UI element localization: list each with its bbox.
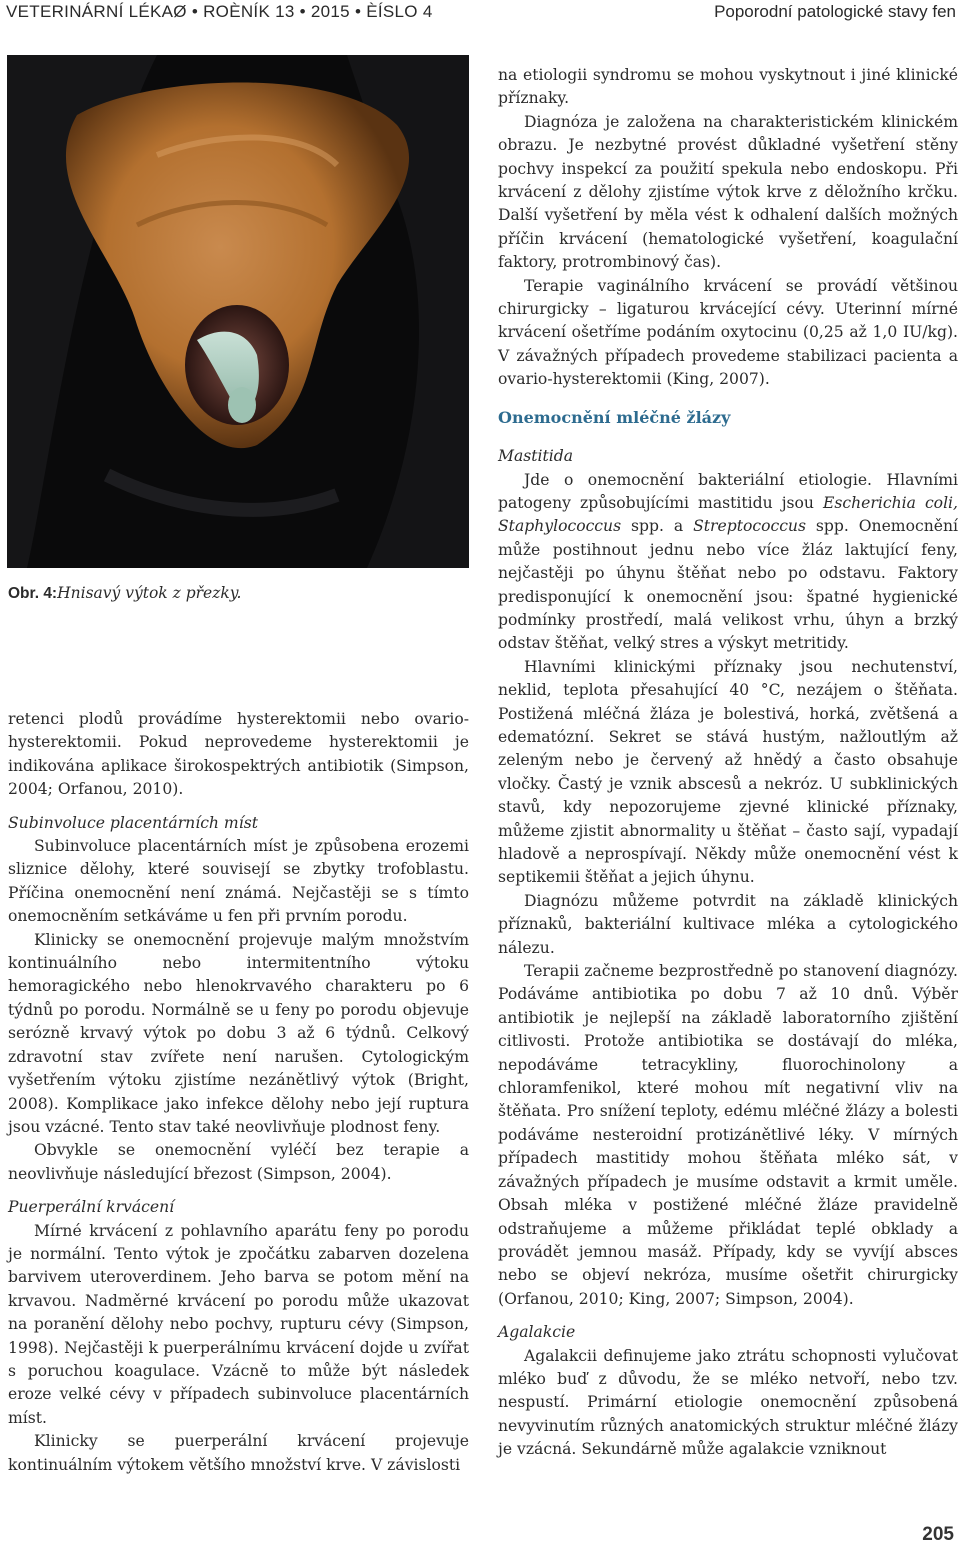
paragraph: Obvykle se onemocnění vyléčí bez terapie a neovlivňuje následující březost (Simpson, 2004).: [8, 1141, 469, 1183]
figure-caption: [8, 584, 241, 603]
paragraph: Diagnóza je založena na charakteristickém klinickém obrazu. Je nezbytné provést důkladné vyšetření stěny pochvy inspekcí za použití spekula nebo endoskopu. Při krvácení z dělohy zjistíme výtok krve z děložního krčku. Další vyšetření by měla vést k odhalení dalších možných příčin krvácení (hematologické vyšetření, koagulační faktory, protrombinový čas).: [498, 112, 958, 272]
subheading: Agalakcie: [498, 1323, 576, 1342]
text-run: spp. a: [621, 517, 694, 536]
paragraph: Subinvoluce placentárních míst je způsobena erozemi sliznice dělohy, které souvisejí se zbytky trofoblastu. Příčina onemocnění není známá. Nejčastěji se s tímto onemocněním setkáváme u fen při prvním porodu.: [8, 837, 469, 926]
left-column: [8, 708, 469, 1477]
running-header: [0, 2, 960, 28]
paragraph: Klinicky se puerperální krvácení projevuje kontinuálním výtokem většího množství krve. V závislosti: [8, 1432, 469, 1474]
paragraph: retenci plodů provádíme hysterektomii nebo ovario-hysterektomii. Pokud neprovedeme hysterektomii je indikována aplikace širokospektrých antibiotik (Simpson, 2004; Orfanou, 2010).: [8, 710, 469, 799]
paragraph: Terapii začneme bezprostředně po stanovení diagnózy. Podáváme antibiotika po dobu 7 až 10 dnů. Výběr antibiotik je nejlepší na základě laboratorního zjištění citlivosti. Protože antibiotika se dostávají do mléka, nepodáváme tetracykliny, fluorochinolony a chloramfenikol, které mohou mít negativní vliv na štěňata. Pro snížení teploty, edému mléčné žlázy a bolesti podáváme nesteroidní protizánětlivé léky. V mírných případech mastitidy mohou štěňata mléko sát, v závažných případech je musíme odstavit a krmit uměle. Obsah mléka v postižené mléčné žláze pravidelně odstraňujeme a můžeme přikládat teplé obklady a provádět jemnou masáž. Případy, kdy se vyvíjí absces nebo se objeví nekróza, musíme ošetřit chirurgicky (Orfanou, 2010; King, 2007; Simpson, 2004).: [498, 962, 958, 1308]
subheading: Mastitida: [498, 447, 574, 466]
paragraph: na etiologii syndromu se mohou vyskytnout i jiné klinické příznaky.: [498, 66, 958, 108]
paragraph: Mírné krvácení z pohlavního aparátu feny po porodu je normální. Tento výtok je zpočátku zabarven dozelena barvivem uteroverdinem. Jeho barva se potom mění na krvavou. Nadměrné krvácení po porodu může ukazovat na poranění dělohy nebo pochvy, rupturu cévy (Simpson, 1998). Nejčastěji k puerperálnímu krvácení dojde u zvířat s poruchou koagulace. Vzácně to může být následek eroze velké cévy v případech subinvoluce placentárních míst.: [8, 1221, 469, 1427]
paragraph: Diagnózu můžeme potvrdit na základě klinických příznaků, bakteriální kultivace mléka a cytologického nálezu.: [498, 891, 958, 957]
figure-label: Obr. 4:: [8, 585, 58, 602]
subheading: Subinvoluce placentárních míst: [8, 813, 258, 832]
section-heading: Onemocnění mléčné žlázy: [498, 407, 731, 427]
journal-info: VETERINÁRNÍ LÉKAØ • ROÈNÍK 13 • 2015 • ÈÍSLO 4: [6, 2, 433, 21]
paragraph: Hlavními klinickými příznaky jsou nechutenství, neklid, teplota přesahující 40 °C, nezájem o štěňata. Postižená mléčná žláza je bolestivá, horká, zvětšená a edematózní. Sekret se stává hustým, nažloutlým až zeleným nebo je červený až hnědý a často obsahuje vločky. Častý je vznik abscesů a nekróz. U subklinických stavů, kdy nepozorujeme zjevné klinické příznaky, můžeme zjistit abnormality u štěňat – často sají, vypadají hladově a neprospívají. Někdy může onemocnění vést k septikemii štěňat a jejich úhynu.: [498, 657, 958, 887]
paragraph: [498, 469, 958, 656]
figure-photo: [7, 55, 469, 568]
figure-caption-text: Hnisavý výtok z přezky.: [57, 584, 242, 602]
subheading: Puerperální krvácení: [8, 1198, 175, 1217]
paragraph: Terapie vaginálního krvácení se provádí většinou chirurgicky – ligaturou krvácející cévy. Uterinní mírné krvácení ošetříme podáním oxytocinu (0,25 až 1,0 IU/kg). V závažných případech provedeme stabilizaci pacienta a ovario-hysterektomii (King, 2007).: [498, 276, 958, 389]
paragraph: Agalakcii definujeme jako ztrátu schopnosti vylučovat mléko buď z důvodu, že se mléko netvoří, nebo tzv. nespustí. Primární etiologie onemocnění způsobená nevyvinutím různých anatomických struktur mléčné žlázy je vzácná. Sekundárně může agalakcie vzniknout: [498, 1346, 958, 1459]
text-run: spp. Onemocnění může postihnout jednu nebo více žláz laktující feny, nejčastěji po úhynu štěňat nebo po odstavu. Faktory predisponující k onemocnění jsou: špatné hygienické podmínky prostředí, malá velikost vrhu, úhyn a brzký odstav štěňat, velký stres a výskyt metritidy.: [498, 517, 959, 653]
species-name: Escherichia coli, Staphylococcus: [498, 493, 958, 536]
photo-illustration: [7, 55, 469, 568]
text-run: Jde o onemocnění bakteriální etiologie. Hlavními patogeny způsobujícími mastitidu jsou: [498, 470, 958, 512]
right-column: [498, 64, 958, 1462]
paragraph: Klinicky se onemocnění projevuje malým množstvím kontinuálního nebo intermitentního výtoku hemoragického nebo hlenokrvavého charakteru po 6 týdnů po porodu. Normálně se u feny po porodu objevuje serózně krvavý výtok po dobu 3 až 6 týdnů. Celkový zdravotní stav zvířete není narušen. Cytologickým vyšetřením výtoku zjistíme nezánětlivý výtok (Bright, 2008). Komplikace jako infekce dělohy nebo její ruptura jsou vzácné. Tento stav také neovlivňuje plodnost feny.: [8, 930, 469, 1136]
species-name: Streptococcus: [693, 517, 806, 536]
section-title: Poporodní patologické stavy fen: [714, 2, 956, 21]
page-number: 205: [922, 1524, 954, 1545]
